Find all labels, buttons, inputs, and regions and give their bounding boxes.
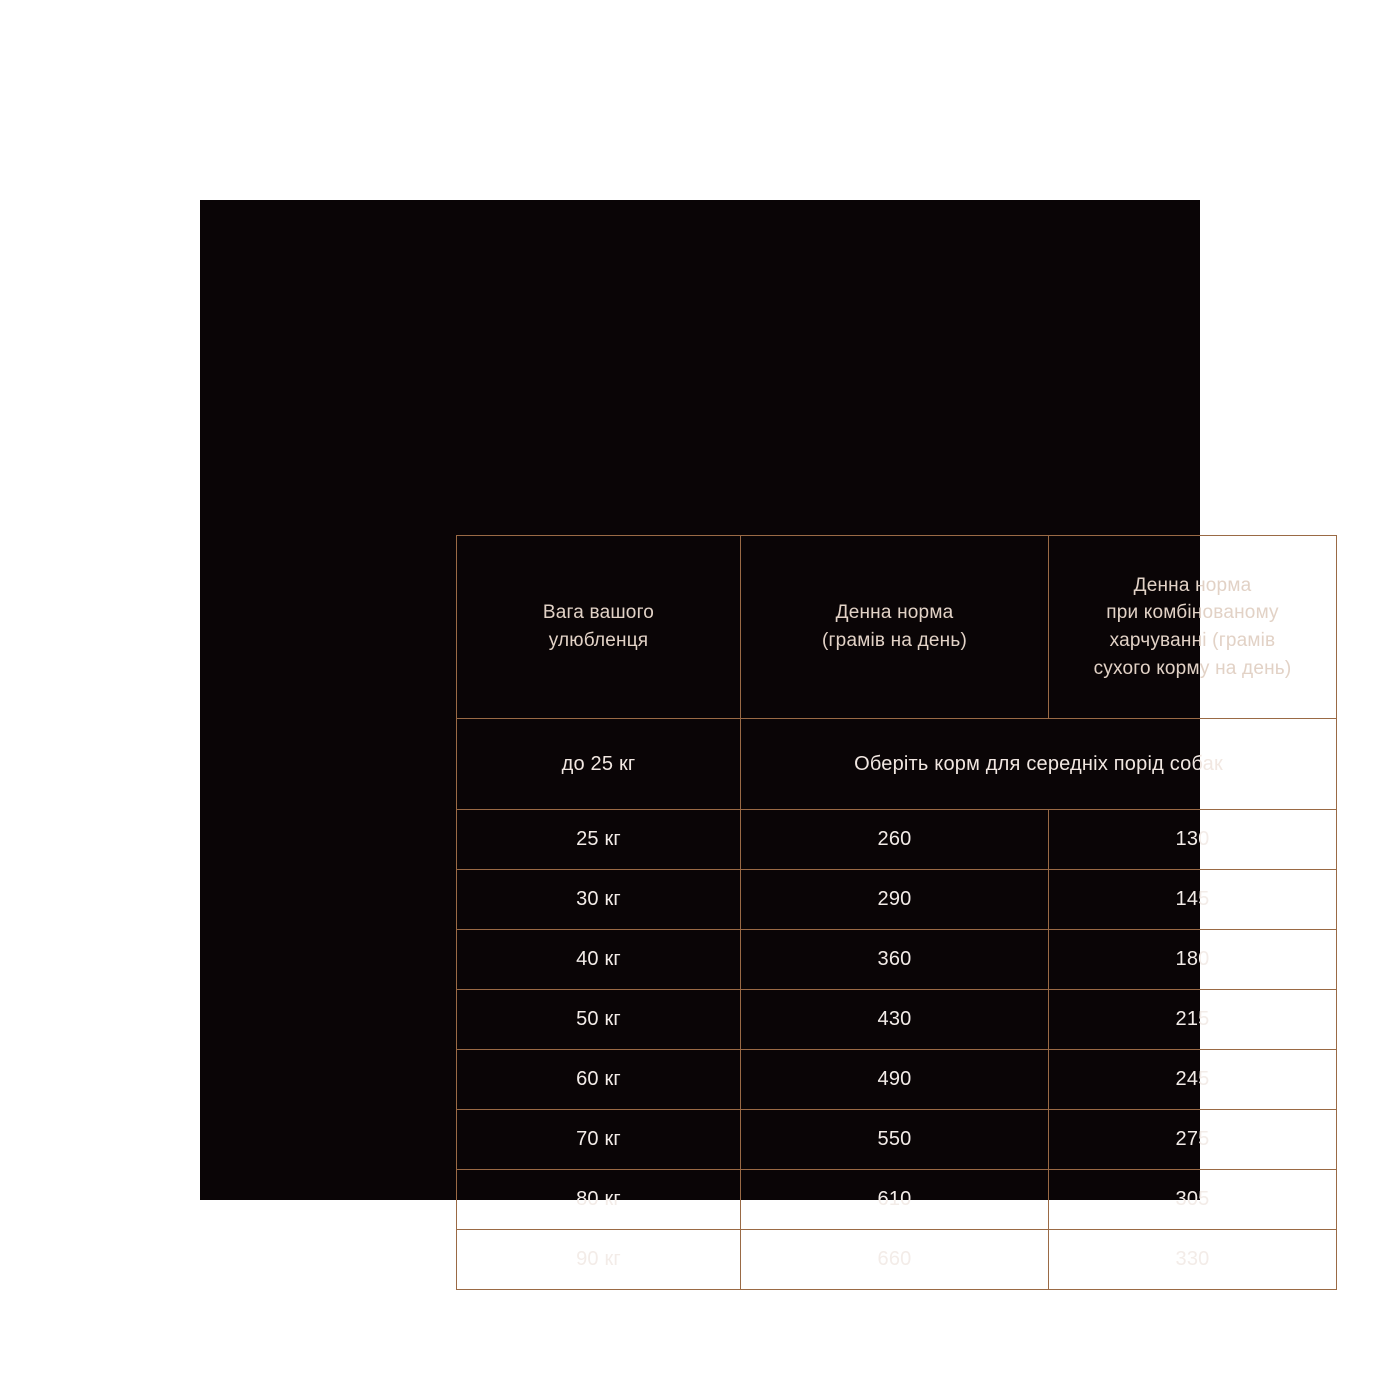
table-row <box>457 810 1337 870</box>
header-daily-line-2: (грамів на день) <box>822 630 967 651</box>
feeding-table-container <box>456 535 1336 1290</box>
table-row <box>457 1110 1337 1170</box>
cell-daily: 430 <box>741 990 1049 1050</box>
cell-combined: 215 <box>1049 990 1337 1050</box>
cell-weight: 60 кг <box>457 1050 741 1110</box>
cell-daily: 660 <box>741 1230 1049 1290</box>
cell-daily: 260 <box>741 810 1049 870</box>
table-header-row <box>457 536 1337 719</box>
header-combined-line-3: харчуванні (грамів <box>1109 630 1276 651</box>
cell-daily: 550 <box>741 1110 1049 1170</box>
header-cell-combined <box>1049 536 1337 719</box>
cell-combined: 130 <box>1049 810 1337 870</box>
cell-weight: 50 кг <box>457 990 741 1050</box>
table-row <box>457 1050 1337 1110</box>
cell-daily: 610 <box>741 1170 1049 1230</box>
cell-weight: 70 кг <box>457 1110 741 1170</box>
cell-daily: 290 <box>741 870 1049 930</box>
cell-daily: 360 <box>741 930 1049 990</box>
notice-weight-cell: до 25 кг <box>457 719 741 810</box>
header-daily-line-1: Денна норма <box>835 602 954 624</box>
dark-panel <box>200 200 1292 1270</box>
cell-combined: 275 <box>1049 1110 1337 1170</box>
cell-weight: 30 кг <box>457 870 741 930</box>
cell-combined: 305 <box>1049 1170 1337 1230</box>
table-row <box>457 990 1337 1050</box>
table-row <box>457 870 1337 930</box>
table-row <box>457 1230 1337 1290</box>
table-row <box>457 1170 1337 1230</box>
cell-weight: 25 кг <box>457 810 741 870</box>
header-weight-line-1: Вага вашого <box>542 602 655 624</box>
cell-combined: 330 <box>1049 1230 1337 1290</box>
cell-daily: 490 <box>741 1050 1049 1110</box>
header-cell-weight <box>457 536 741 719</box>
table-notice-row <box>457 719 1337 810</box>
cell-weight: 40 кг <box>457 930 741 990</box>
cell-combined: 145 <box>1049 870 1337 930</box>
header-combined-line-4: сухого корму на день) <box>1093 657 1292 679</box>
cell-combined: 245 <box>1049 1050 1337 1110</box>
header-weight-line-2: улюбленця <box>548 630 649 651</box>
cell-combined: 180 <box>1049 930 1337 990</box>
header-cell-daily <box>741 536 1049 719</box>
header-combined-line-2: при комбінованому <box>1106 602 1279 624</box>
feeding-guide-table <box>456 535 1337 1290</box>
cell-weight: 80 кг <box>457 1170 741 1230</box>
header-combined-line-1: Денна норма <box>1133 574 1252 596</box>
table-row <box>457 930 1337 990</box>
notice-message-cell: Оберіть корм для середніх порід собак <box>741 719 1337 810</box>
cell-weight: 90 кг <box>457 1230 741 1290</box>
